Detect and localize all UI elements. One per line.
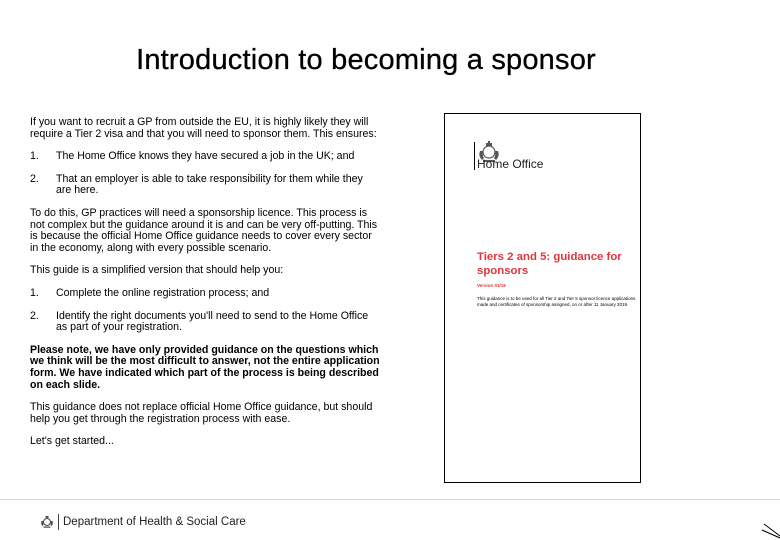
list-text: Identify the right documents you'll need to send to the Home Office as part of your registration. <box>56 309 369 334</box>
list-number: 2. <box>30 172 39 185</box>
footer-separator <box>58 514 59 530</box>
list-text: That an employer is able to take responsibility for them while they are here. <box>56 172 363 197</box>
help-list-item <box>30 288 380 300</box>
note-paragraph: Please note, we have only provided guidance on the questions which we think will be the most difficult to answer, not the entire application form. We have indicated which part of the process is being described on each slide. <box>30 343 380 391</box>
document-description: This guidance is to be used for all Tier 2 and Tier 5 sponsor licence applications made and certificates of sponsorship assigned, on or after 11 January 2019. <box>477 296 636 307</box>
list-text: Complete the online registration process; and <box>56 286 270 299</box>
closing-text: Let's get started... <box>30 435 114 448</box>
guide-intro: This guide is a simplified version that should help you: <box>30 264 284 277</box>
footer-divider <box>0 499 780 500</box>
list-number: 1. <box>30 150 39 163</box>
licence-paragraph: To do this, GP practices will need a sponsorship licence. This process is not complex but the guidance around it is and can be very off-putting. This is because the official Home Office guidance needs to cover every sector in the economy, along with every possible scenario. <box>30 206 378 254</box>
document-version: Version 01/19 <box>477 283 506 288</box>
footer-logo <box>39 513 246 531</box>
help-list-item <box>30 311 380 334</box>
document-title: Tiers 2 and 5: guidance for sponsors <box>477 251 622 277</box>
ensures-list-item <box>30 174 380 197</box>
list-text: The Home Office knows they have secured a job in the UK; and <box>56 150 355 163</box>
body-text <box>30 117 380 459</box>
ensures-list-item <box>30 151 380 163</box>
corner-decoration <box>760 500 780 540</box>
list-number: 1. <box>30 286 39 299</box>
intro-paragraph: If you want to recruit a GP from outside the EU, it is highly likely they will require a Tier 2 visa and that you will need to sponsor them. This ensures: <box>30 116 377 140</box>
disclaimer-paragraph: This guidance does not replace official Home Office guidance, but should help you get through the registration process with ease. <box>30 401 373 425</box>
guidance-document-cover <box>444 113 641 483</box>
royal-crest-icon <box>39 514 55 530</box>
list-number: 2. <box>30 309 39 322</box>
slide-title: Introduction to becoming a sponsor <box>136 44 596 76</box>
logo-divider <box>474 142 475 170</box>
document-organisation: Home Office <box>477 157 544 171</box>
footer-organisation: Department of Health & Social Care <box>63 516 246 528</box>
